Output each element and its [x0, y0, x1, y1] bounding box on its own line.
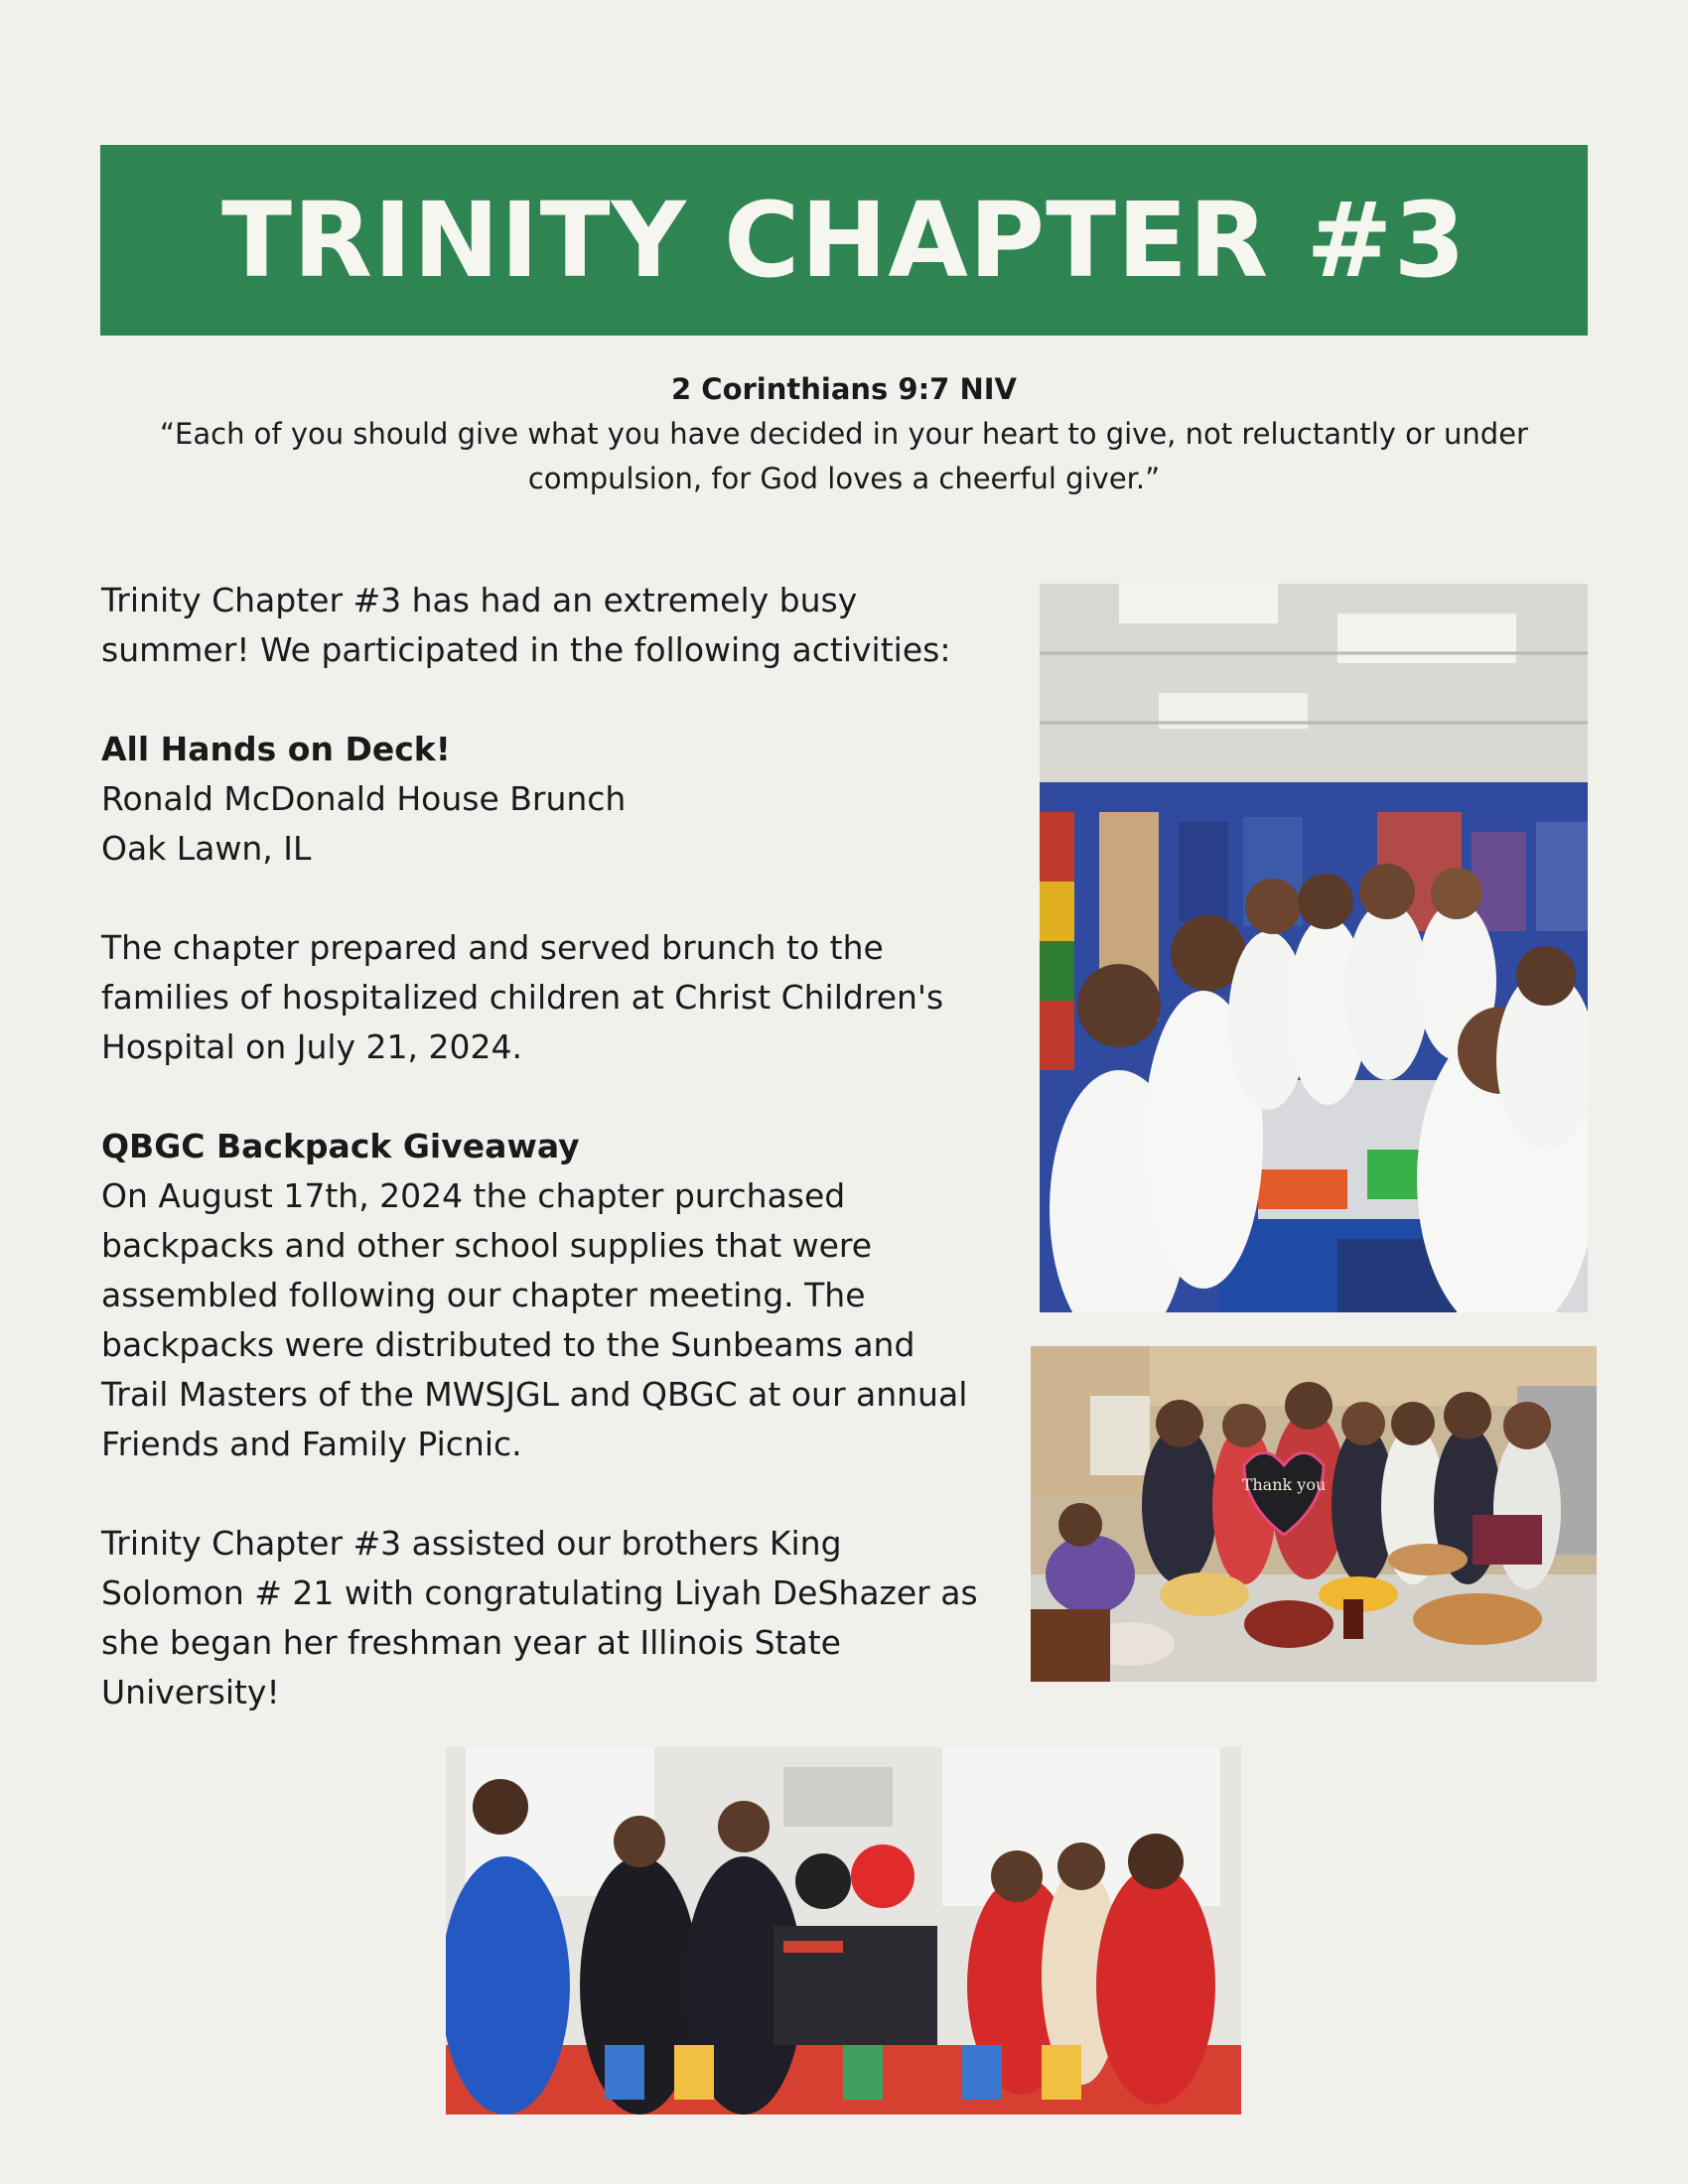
event2-line-1: On August 17th, 2024 the chapter purchased [101, 1176, 846, 1215]
event1-line-2: Oak Lawn, IL [101, 829, 312, 868]
event1-desc-line-1: The chapter prepared and served brunch to the [101, 928, 884, 967]
event1-line-1: Ronald McDonald House Brunch [101, 779, 627, 818]
event2-line-3: assembled following our chapter meeting. The [101, 1276, 866, 1314]
photo-gift-group [446, 1747, 1241, 2115]
photo-brunch-group-image [1031, 1346, 1597, 1682]
intro-line-1: Trinity Chapter #3 has had an extremely busy [101, 581, 858, 619]
photo-backpack-assembly [1040, 584, 1588, 1312]
event3-line-4: University! [101, 1673, 280, 1711]
event1-desc-line-3: Hospital on July 21, 2024. [101, 1027, 523, 1066]
event1-desc-line-2: families of hospitalized children at Christ Children's [101, 978, 944, 1017]
event3-line-2: Solomon # 21 with congratulating Liyah DeShazer as [101, 1573, 978, 1612]
intro-line-2: summer! We participated in the following activities: [101, 630, 951, 669]
intro-paragraph [101, 576, 1015, 675]
event2-block [101, 1122, 1015, 1469]
verse-text-line-2: compulsion, for God loves a cheerful giver.” [527, 462, 1161, 495]
photo-gift-group-image [446, 1747, 1241, 2115]
event2-line-6: Friends and Family Picnic. [101, 1425, 522, 1463]
event3-line-1: Trinity Chapter #3 assisted our brothers King [101, 1524, 842, 1563]
scripture-verse [100, 367, 1588, 501]
page-title: TRINITY CHAPTER #3 [221, 180, 1467, 301]
photo2-sign-text: Thank you [1241, 1475, 1327, 1494]
event1-description [101, 923, 1015, 1072]
event2-line-2: backpacks and other school supplies that were [101, 1226, 873, 1265]
event2-line-5: Trail Masters of the MWSJGL and QBGC at our annual [101, 1375, 968, 1414]
photo-brunch-group [1031, 1346, 1597, 1682]
event3-line-3: she began her freshman year at Illinois State [101, 1623, 841, 1662]
event3-block [101, 1519, 1015, 1717]
event1-block [101, 725, 1015, 874]
verse-reference: 2 Corinthians 9:7 NIV [671, 372, 1017, 406]
event1-title: All Hands on Deck! [101, 730, 451, 768]
article-body [101, 576, 1015, 1767]
verse-text-line-1: “Each of you should give what you have decided in your heart to give, not reluctantly or under [160, 417, 1528, 451]
event2-line-4: backpacks were distributed to the Sunbeams and [101, 1325, 915, 1364]
header-banner [100, 145, 1588, 336]
photo-backpack-assembly-image [1040, 584, 1588, 1312]
event2-title: QBGC Backpack Giveaway [101, 1127, 580, 1165]
